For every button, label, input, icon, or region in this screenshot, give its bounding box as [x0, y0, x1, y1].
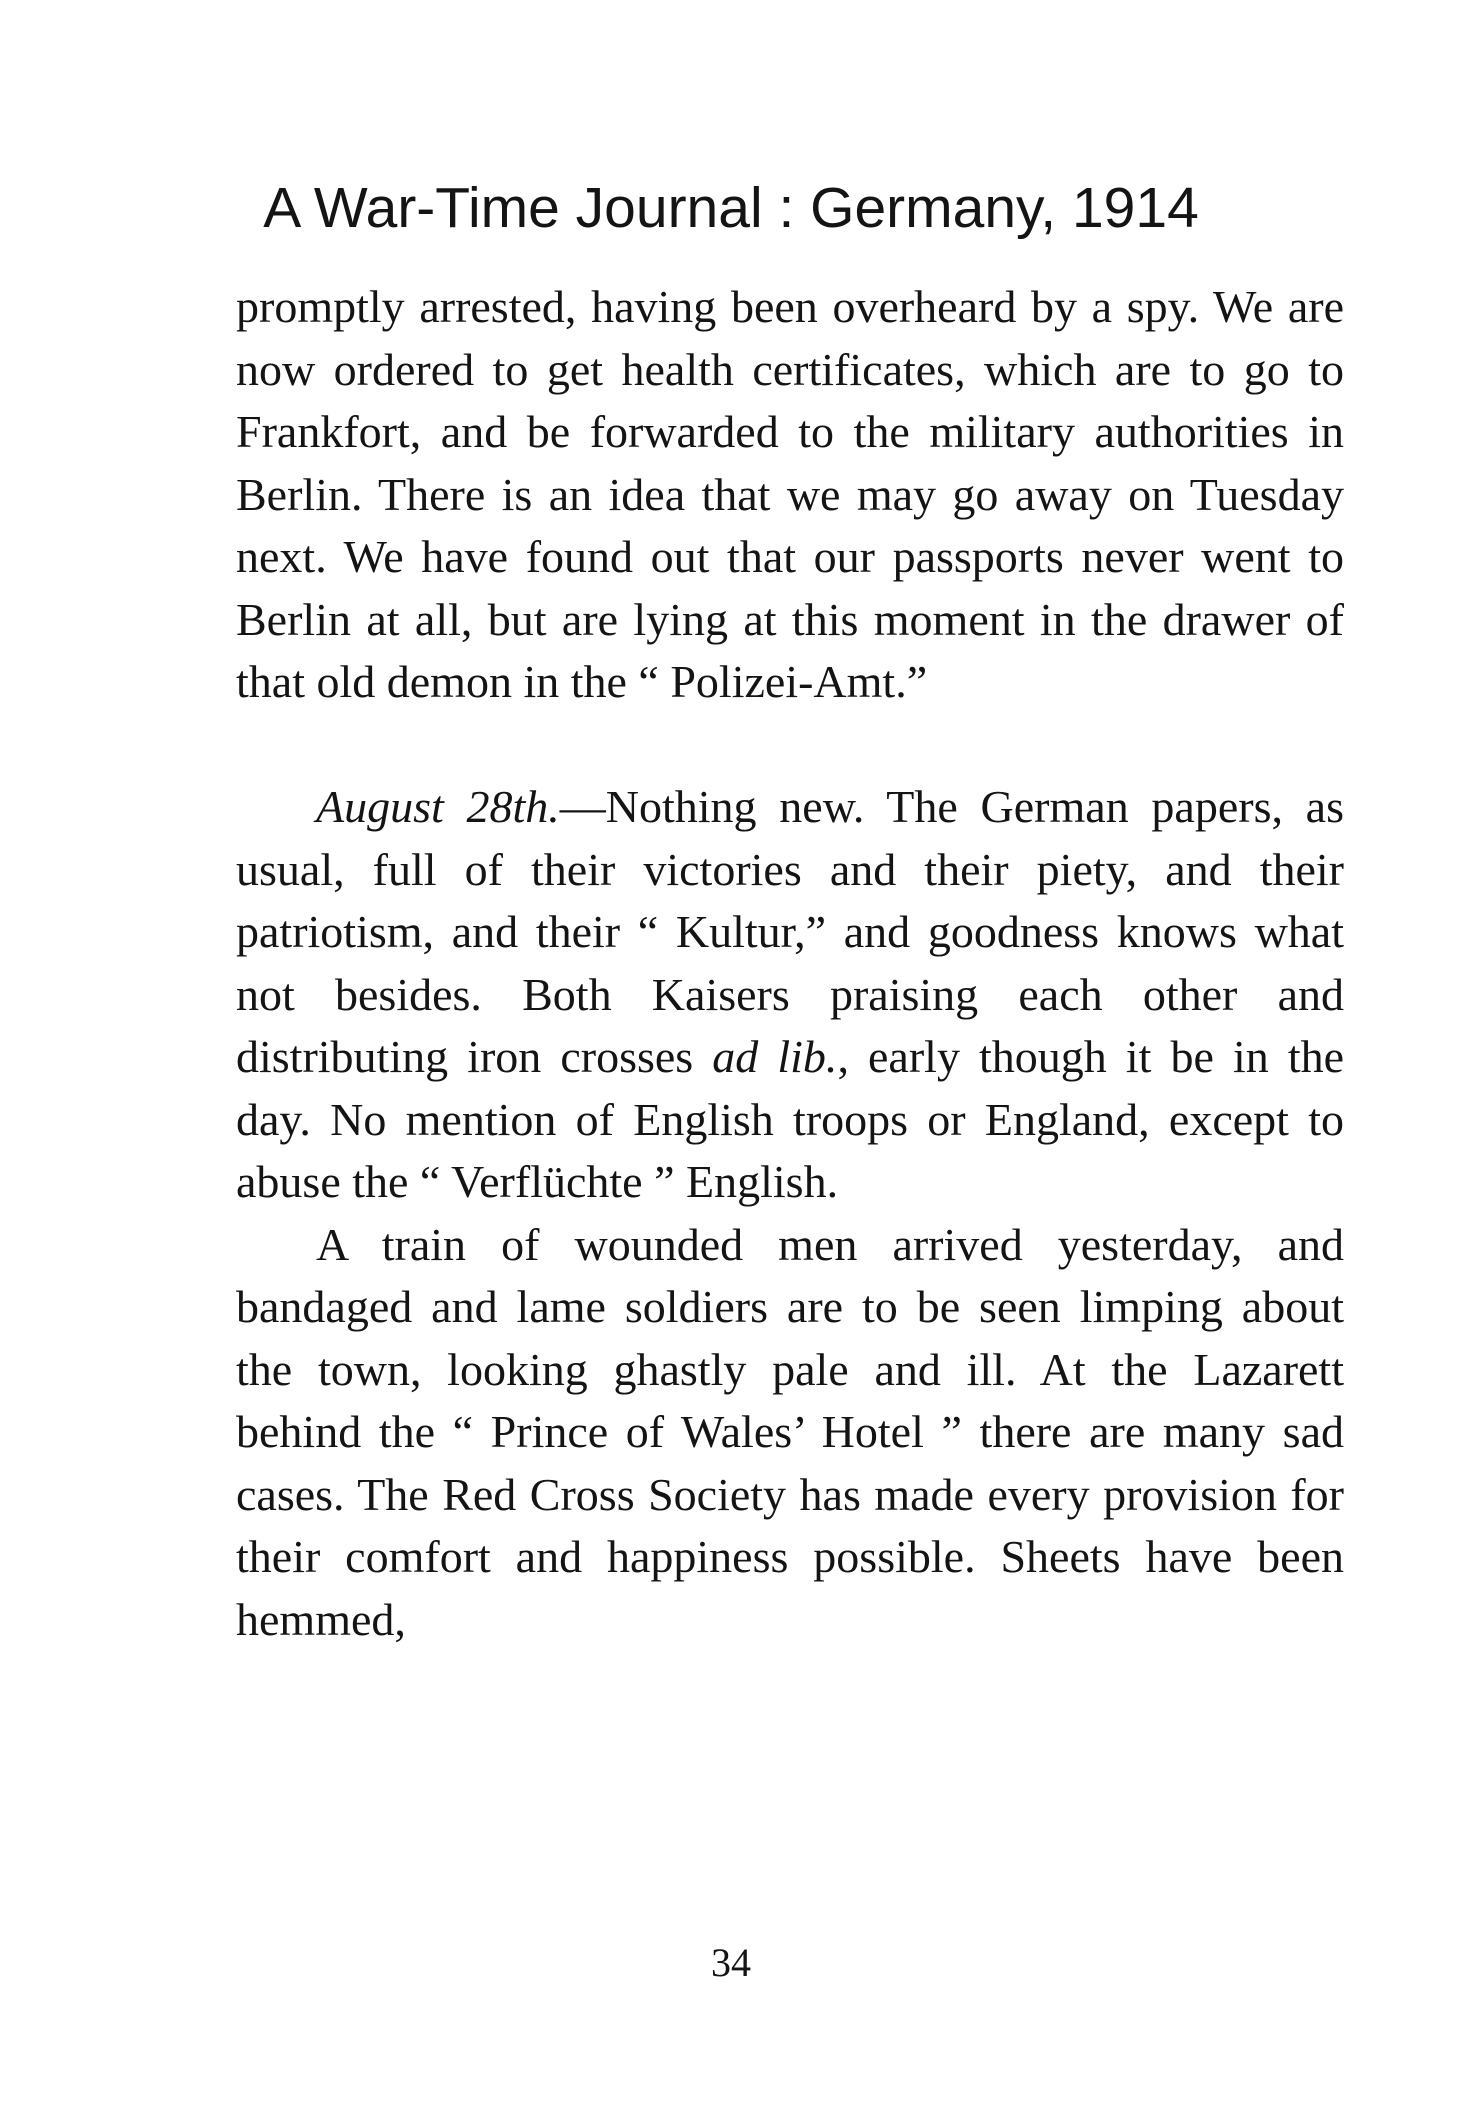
paragraph-continued: promptly arrested, having been overheard by a spy. We are now ordered to get health certificates, which are to go to Frankfort, and be forwarded to the military authorities in Berlin. There is an idea that we may go away on Tuesday next. We have found out that our passports never went to Berlin at all, but are lying at this moment in the drawer of that old demon in the “ Polizei-Amt.” [236, 281, 1344, 707]
body-text [236, 276, 1344, 1651]
page-number: 34 [711, 1940, 751, 1985]
entry-date: August 28th. [316, 781, 560, 832]
paragraph-gap [236, 714, 1344, 777]
entry-text-part-1: —Nothing new. The German papers, as usual, full of their victories and their piety, and their patriotism, and their “ Kultur,” and goodness knows what not besides. Both Kaisers praising each other and distributing iron crosses [236, 781, 1345, 1082]
paragraph-wounded-men: A train of wounded men arrived yesterday, and bandaged and lame soldiers are to be seen limping about the town, looking ghastly pale and ill. At the Lazarett behind the “ Prince of Wales’ Hotel ” there are many sad cases. The Red Cross Society has made every provision for their comfort and happiness possible. Sheets have been hemmed, [236, 1218, 1344, 1645]
entry-italic-phrase: ad lib. [712, 1031, 838, 1082]
entry-text-part-2: , early though it be in the day. No mention of English troops or England, except to abuse the “ Verflüchte ” English. [236, 1031, 1345, 1207]
running-head: A War-Time Journal : Germany, 1914 [263, 176, 1199, 240]
journal-entry-paragraph [236, 776, 1344, 1214]
